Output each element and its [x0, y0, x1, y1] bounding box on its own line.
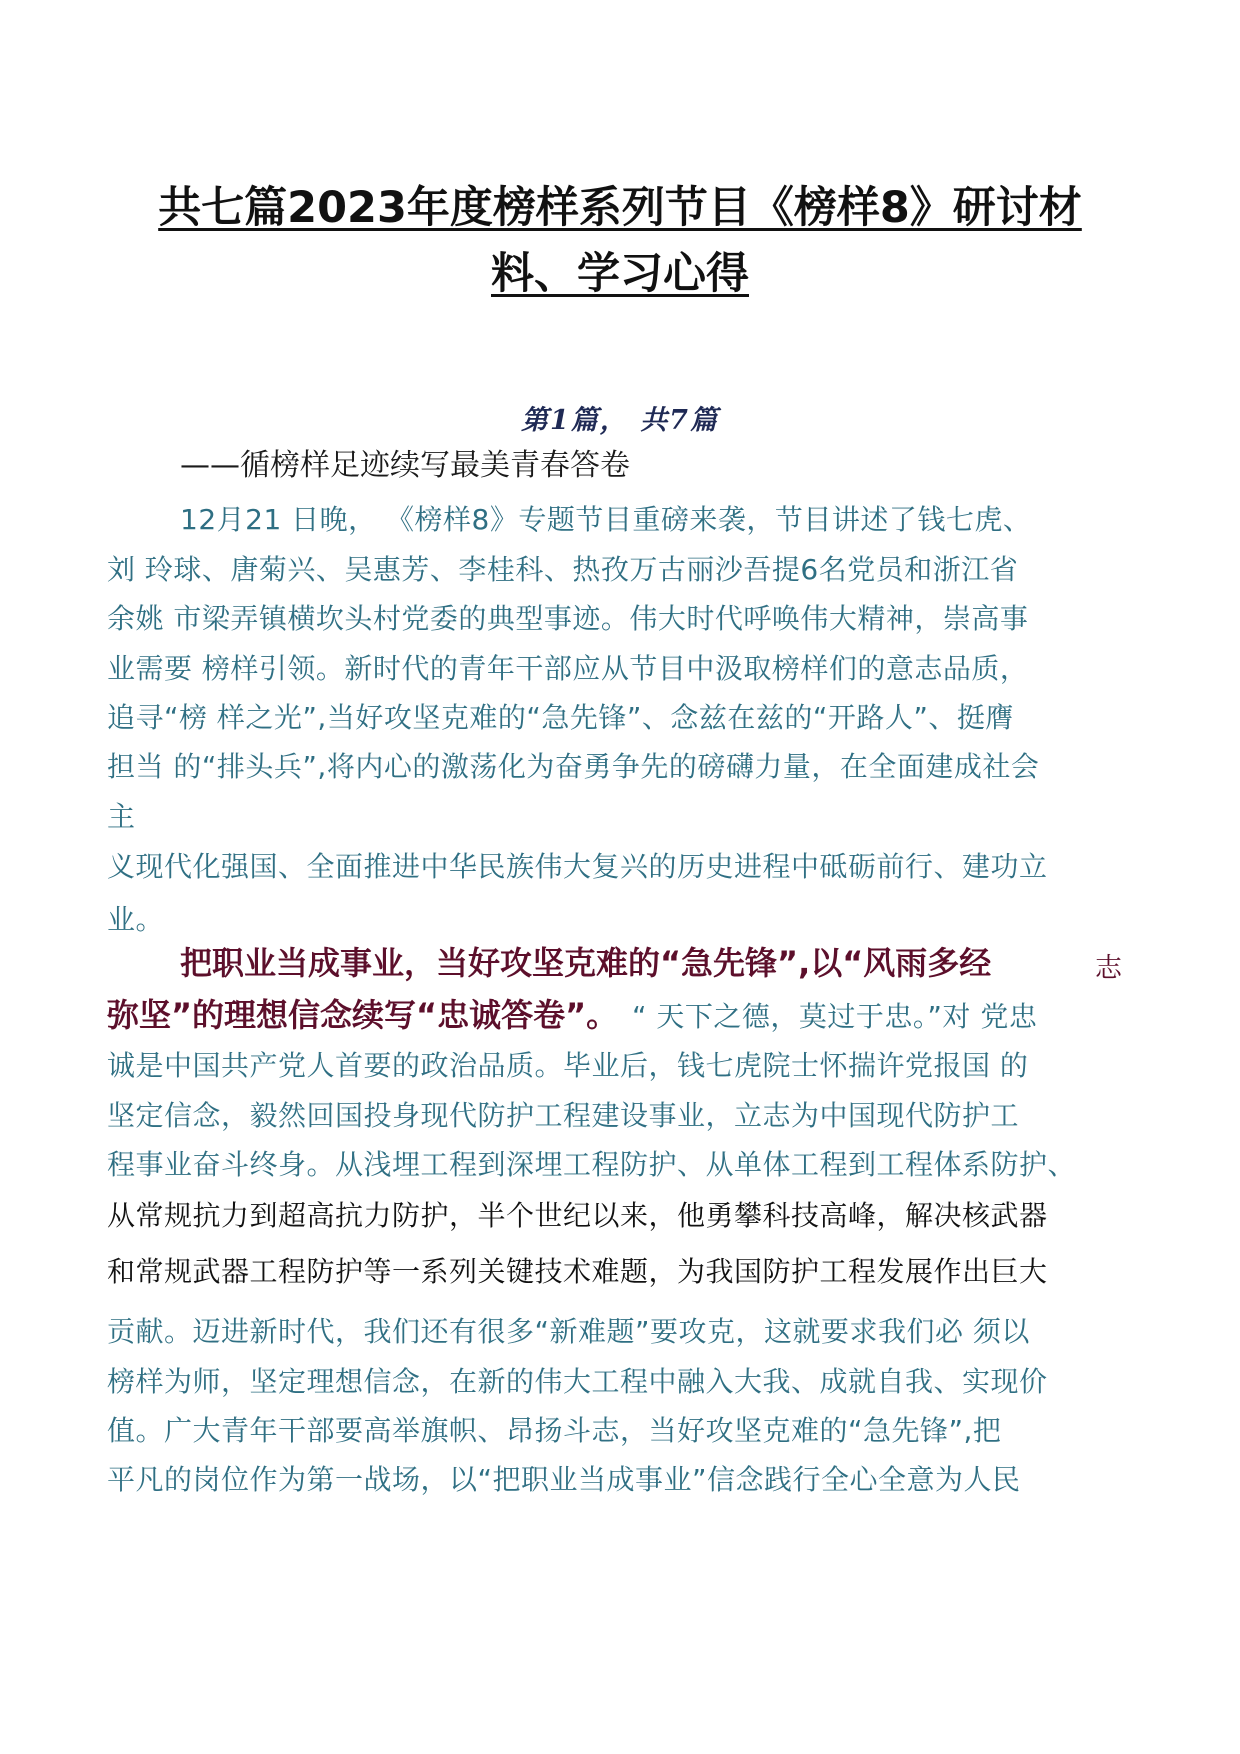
document-title-line-1: 共七篇2023年度榜样系列节目《榜样8》研讨材 — [158, 183, 1082, 233]
document-title-line-2: 料、学习心得 — [491, 249, 749, 299]
intro-line: 余姚 市梁弄镇横坎头村党委的典型事迹。伟大时代呼唤伟大精神，崇高事 — [107, 602, 1029, 635]
section-heading-line-2: 弥坚”的理想信念续写“忠诚答卷”。 — [107, 996, 619, 1034]
section-heading-line-1: 把职业当成事业，当好攻坚克难的“急先锋”,以“风雨多经 — [180, 944, 992, 982]
body-line: 和常规武器工程防护等一系列关键技术难题，为我国防护工程发展作出巨大 — [107, 1255, 1048, 1288]
section-heading-side-char: 志 — [1095, 953, 1122, 984]
part-label: 第1篇， 共7篇 — [521, 405, 719, 436]
intro-line: 刘 玲球、唐菊兴、吴惠芳、李桂科、热孜万古丽沙吾提6名党员和浙江省 — [107, 553, 1019, 586]
intro-line: 主 — [107, 800, 136, 833]
body-line: 榜样为师，坚定理想信念，在新的伟大工程中融入大我、成就自我、实现价 — [107, 1365, 1048, 1398]
intro-line: 义现代化强国、全面推进中华民族伟大复兴的历史进程中砥砺前行、建功立 — [107, 850, 1048, 883]
body-line: 平凡的岗位作为第一战场，以“把职业当成事业”信念践行全心全意为人民 — [107, 1463, 1021, 1496]
subtitle: ——循榜样足迹续写最美青春答卷 — [180, 448, 630, 483]
body-line: 从常规抗力到超高抗力防护，半个世纪以来，他勇攀科技高峰，解决核武器 — [107, 1199, 1048, 1232]
body-line: 值。广大青年干部要高举旗帜、昂扬斗志，当好攻坚克难的“急先锋”,把 — [107, 1414, 1002, 1447]
body-line: 程事业奋斗终身。从浅埋工程到深埋工程防护、从单体工程到工程体系防护、 — [107, 1148, 1077, 1181]
intro-line: 追寻“榜 样之光”,当好攻坚克难的“急先锋”、念兹在兹的“开路人”、挺膺 — [107, 701, 1014, 734]
body-line: 坚定信念，毅然回国投身现代防护工程建设事业，立志为中国现代防护工 — [107, 1099, 1020, 1132]
intro-line: 12月21 日晚， 《榜样8》专题节目重磅来袭，节目讲述了钱七虎、 — [180, 503, 1032, 536]
intro-line: 业需要 榜样引领。新时代的青年干部应从节目中汲取榜样们的意志品质， — [107, 652, 1029, 685]
body-line: 诚是中国共产党人首要的政治品质。毕业后，钱七虎院士怀揣许党报国 的 — [107, 1049, 1029, 1082]
body-line: 贡献。迈进新时代，我们还有很多“新难题”要攻克，这就要求我们必 须以 — [107, 1315, 1030, 1348]
body-line: “ 天下之德，莫过于忠。”对 党忠 — [632, 1000, 1038, 1033]
intro-line: 业。 — [107, 903, 165, 936]
intro-line: 担当 的“排头兵”,将内心的激荡化为奋勇争先的磅礴力量，在全面建成社会 — [107, 750, 1040, 783]
